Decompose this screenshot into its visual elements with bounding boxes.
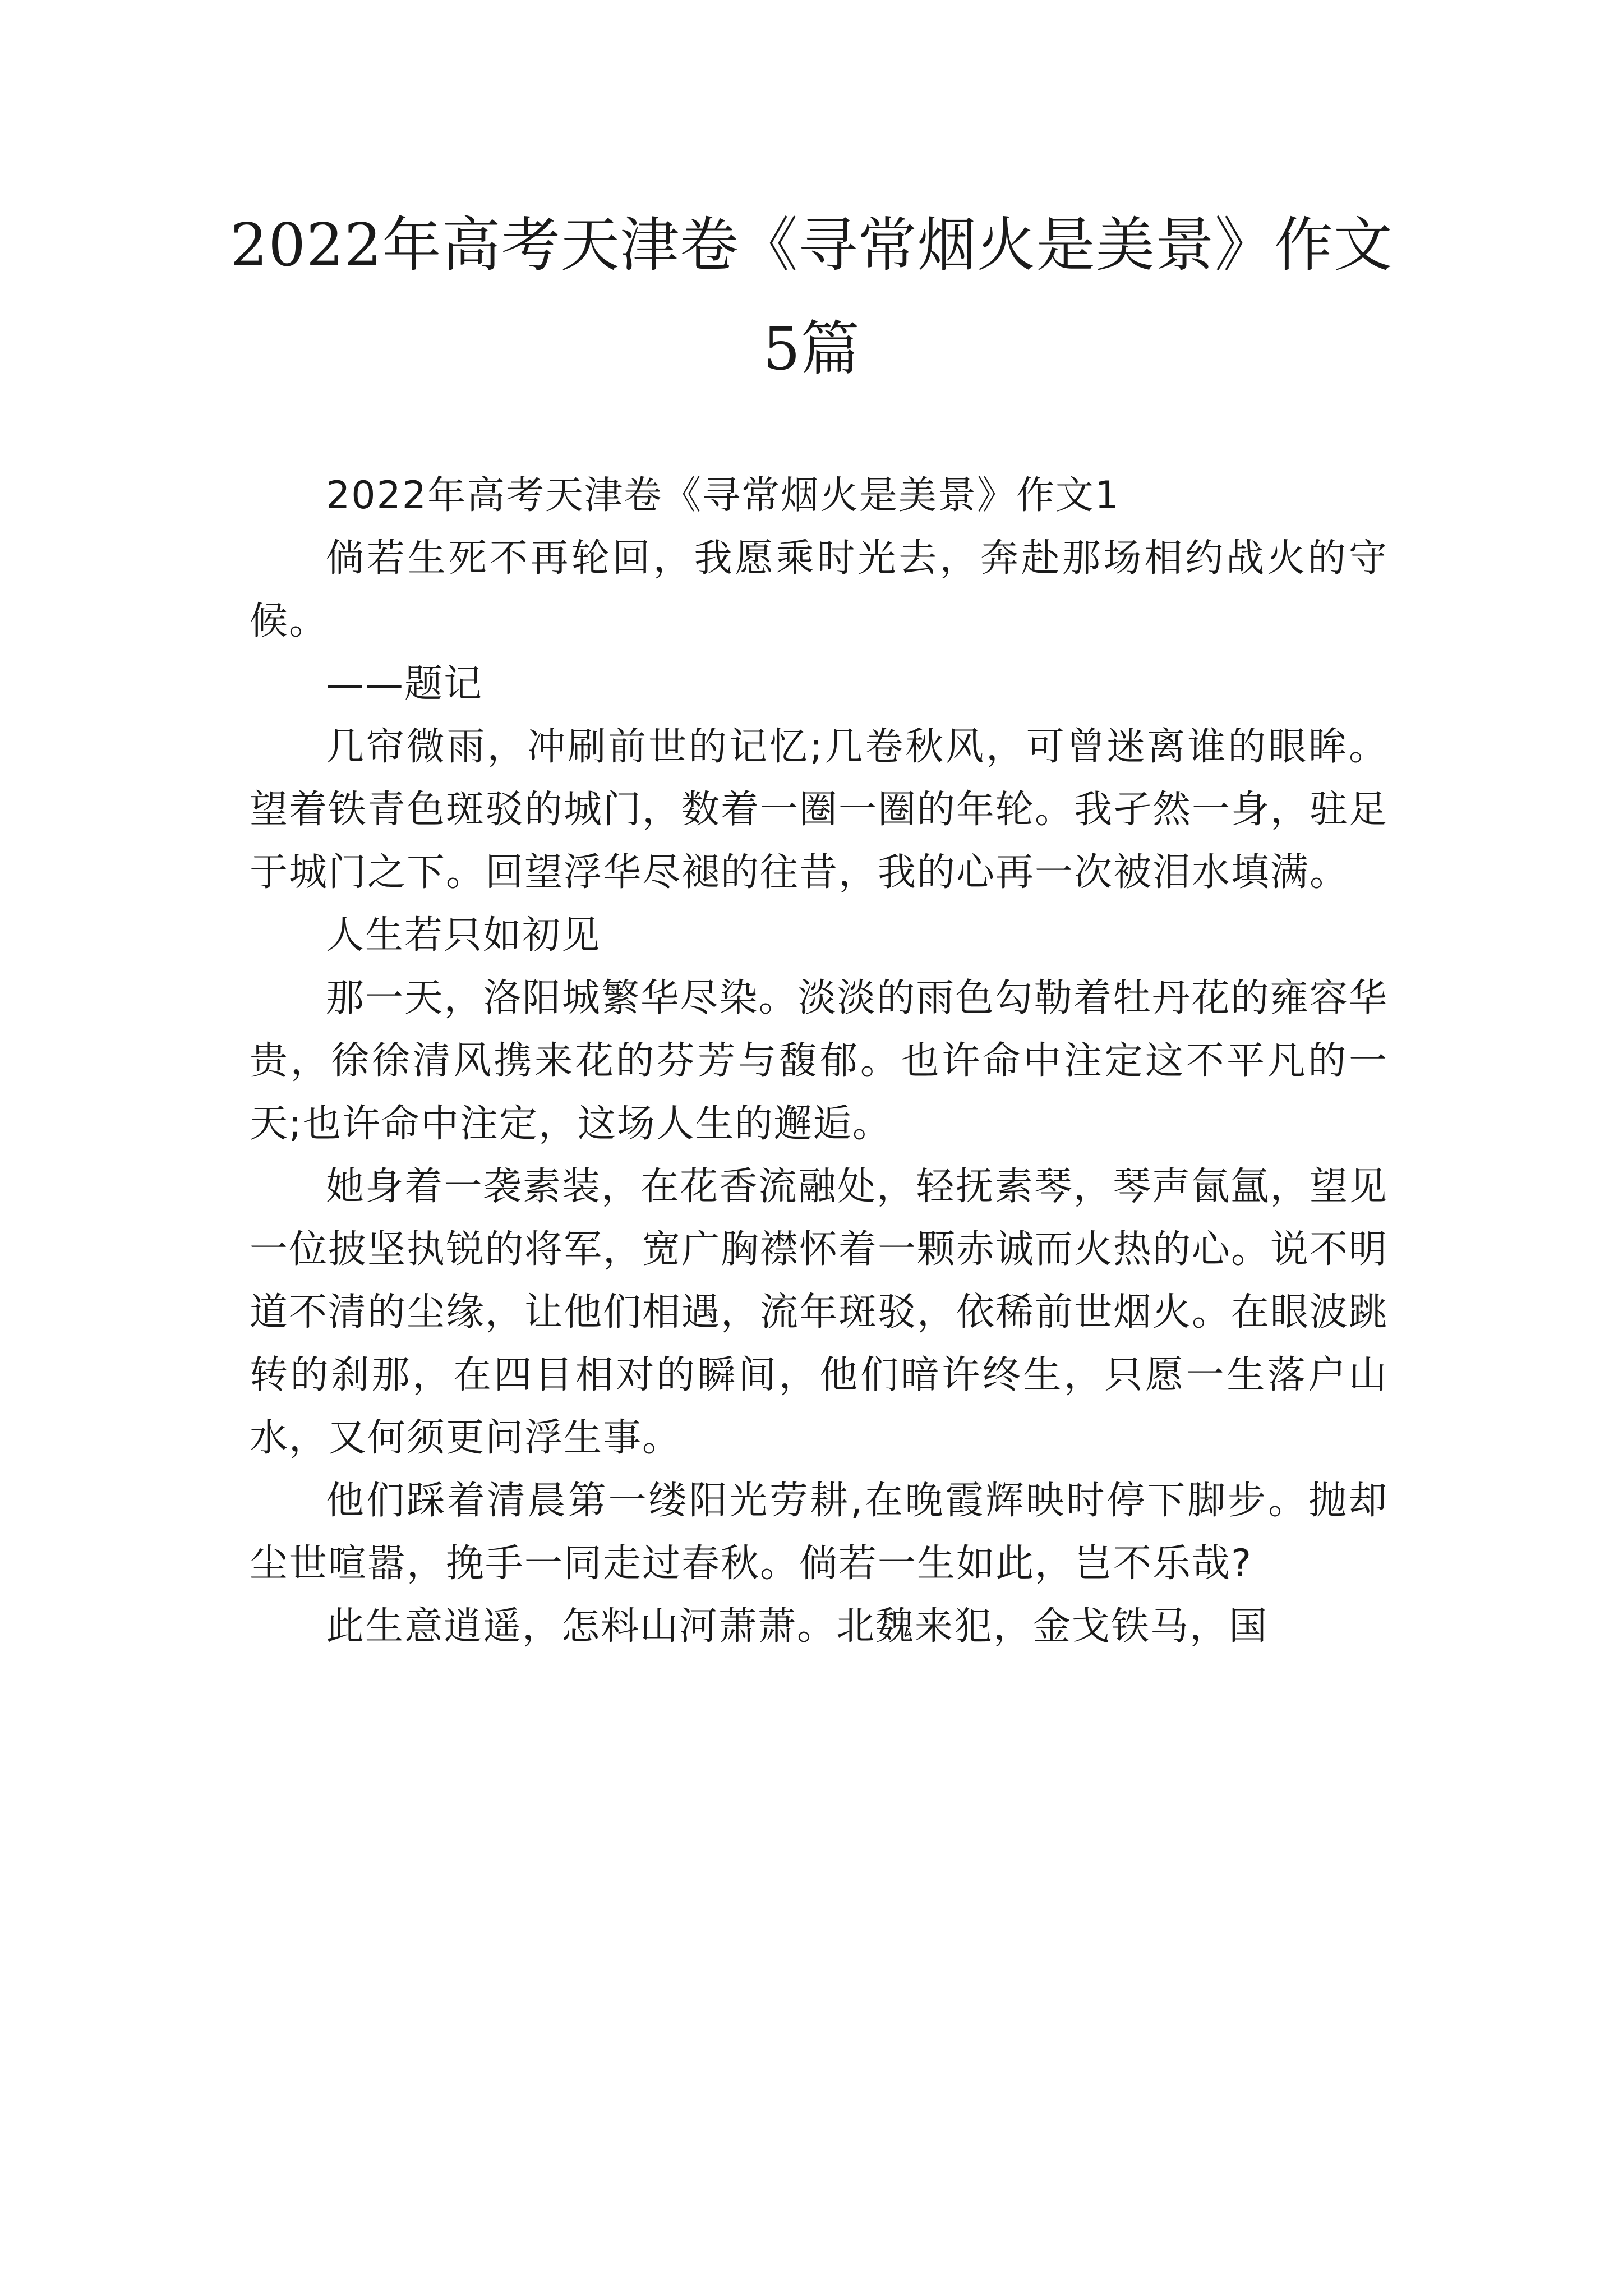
subheading: 人生若只如初见	[326, 913, 601, 958]
title-line-2: 5篇	[763, 315, 860, 383]
body-paragraph: 那一天，洛阳城繁华尽染。淡淡的雨色勾勒着牡丹花的雍容华贵，徐徐清风携来花的芬芳与馥郁。也许命中注定这不平凡的一天;也许命中注定，这场人生的邂逅。	[250, 976, 1388, 1146]
document-title	[168, 194, 1455, 401]
document-body	[250, 464, 1388, 1658]
body-paragraph: 她身着一袭素装，在花香流融处，轻抚素琴，琴声氤氲，望见一位披坚执锐的将军，宽广胸襟怀着一颗赤诚而火热的心。说不明道不清的尘缘，让他们相遇，流年斑驳，依稀前世烟火。在眼波跳转的刹那，在四目相对的瞬间，他们暗许终生，只愿一生落户山水，又何须更问浮生事。	[250, 1165, 1389, 1460]
body-paragraph: 几帘微雨，冲刷前世的记忆;几卷秋风，可曾迷离谁的眼眸。望着铁青色斑驳的城门，数着一圈一圈的年轮。我孑然一身，驻足于城门之下。回望浮华尽褪的往昔，我的心再一次被泪水填满。	[250, 725, 1389, 895]
body-paragraph: 此生意逍遥，怎料山河萧萧。北魏来犯，金戈铁马，国	[326, 1604, 1269, 1649]
body-paragraph: 他们踩着清晨第一缕阳光劳耕,在晚霞辉映时停下脚步。抛却尘世喧嚣，挽手一同走过春秋。倘若一生如此，岂不乐哉?	[250, 1479, 1388, 1586]
body-paragraph: 倘若生死不再轮回，我愿乘时光去，奔赴那场相约战火的守候。	[250, 536, 1388, 643]
epigraph-attribution: ——题记	[326, 662, 483, 706]
section-heading: 2022年高考天津卷《寻常烟火是美景》作文1	[326, 473, 1121, 518]
title-line-1: 2022年高考天津卷《寻常烟火是美景》作文	[230, 211, 1393, 279]
